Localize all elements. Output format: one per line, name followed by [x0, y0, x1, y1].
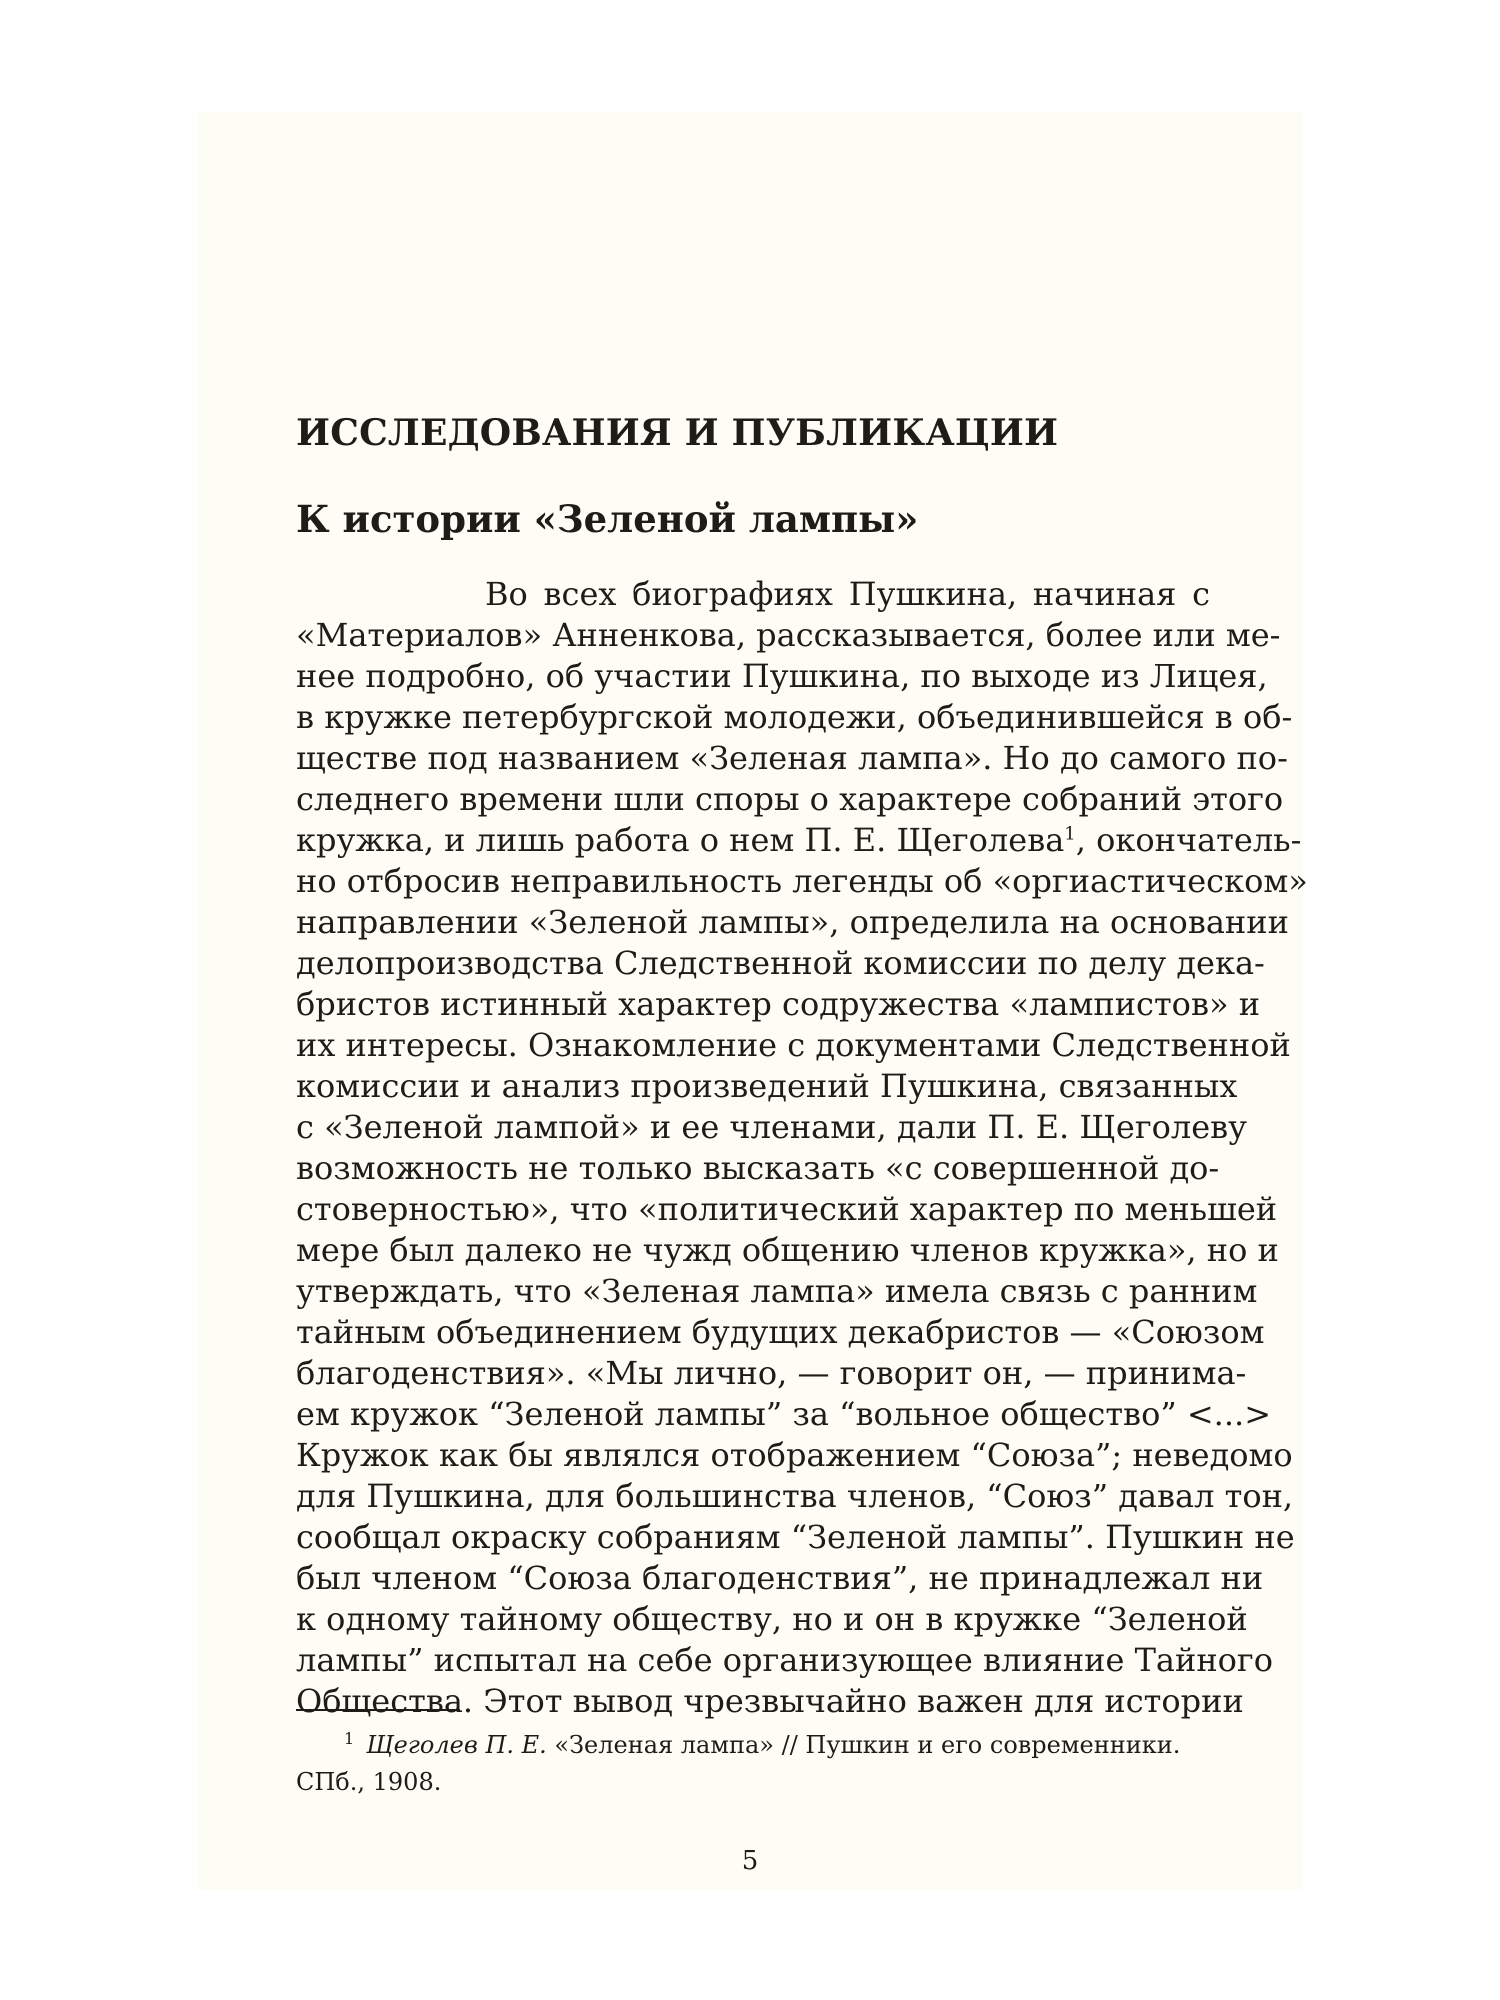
footnote-divider [296, 1709, 460, 1711]
text-line: нее подробно, об участии Пушкина, по выходе из Лицея, [296, 657, 1268, 695]
text-segment: , окончатель- [1075, 821, 1302, 859]
text-line: был членом “Союза благоденствия”, не принадлежал ни [296, 1559, 1264, 1597]
body-text [296, 574, 1308, 1722]
footnote-line [296, 1727, 1208, 1764]
text-line: ем кружок “Зеленой лампы” за “вольное общество” <...> [296, 1395, 1271, 1433]
text-line: сообщал окраску собраниям “Зеленой лампы”. Пушкин не [296, 1518, 1295, 1556]
text-line: комиссии и анализ произведений Пушкина, связанных [296, 1067, 1238, 1105]
footnote-number: 1 [344, 1729, 355, 1748]
section-heading: ИССЛЕДОВАНИЯ И ПУБЛИКАЦИИ [296, 412, 1059, 454]
text-line: утверждать, что «Зеленая лампа» имела связь с ранним [296, 1272, 1258, 1310]
text-line: Кружок как бы являлся отображением “Союза”; неведомо [296, 1436, 1293, 1474]
text-line: к одному тайному обществу, но и он в кружке “Зеленой [296, 1600, 1248, 1638]
text-line: мере был далеко не чужд общению членов кружка», но и [296, 1231, 1279, 1269]
text-line: бристов истинный характер содружества «лампистов» и [296, 985, 1261, 1023]
page-number: 5 [741, 1846, 759, 1876]
text-line: для Пушкина, для большинства членов, “Союз” давал тон, [296, 1477, 1294, 1515]
text-line: делопроизводства Следственной комиссии по делу дека- [296, 944, 1265, 982]
text-segment: кружка, и лишь работа о нем П. Е. Щеголева [296, 821, 1065, 859]
text-line: Во всех биографиях Пушкина, начиная с [485, 575, 1210, 613]
text-line: Общества. Этот вывод чрезвычайно важен для истории [296, 1682, 1244, 1720]
text-line: ществе под названием «Зеленая лампа». Но до самого по- [296, 739, 1288, 777]
text-line: возможность не только высказать «с совершенной до- [296, 1149, 1220, 1187]
footnote [296, 1727, 1208, 1801]
text-line: с «Зеленой лампой» и ее членами, дали П. Е. Щеголеву [296, 1108, 1247, 1146]
footnote-author: Щеголев П. Е. [366, 1731, 547, 1759]
article-title: К истории «Зеленой лампы» [296, 497, 919, 541]
text-line: тайным объединением будущих декабристов — «Союзом [296, 1313, 1265, 1351]
text-line: их интересы. Ознакомление с документами Следственной [296, 1026, 1291, 1064]
text-line: благоденствия». «Мы лично, — говорит он, — принима- [296, 1354, 1247, 1392]
footnote-reference[interactable]: 1 [1064, 823, 1076, 845]
footnote-text: «Зеленая лампа» // Пушкин и его современники. [546, 1731, 1181, 1759]
text-line: но отбросив неправильность легенды об «оргиастическом» [296, 862, 1308, 900]
footnote-line: СПб., 1908. [296, 1768, 442, 1796]
text-line: в кружке петербургской молодежи, объединившейся в об- [296, 698, 1293, 736]
text-line: стоверностью», что «политический характер по меньшей [296, 1190, 1278, 1228]
text-line: следнего времени шли споры о характере собраний этого [296, 780, 1284, 818]
text-line [296, 820, 1302, 861]
text-line: направлении «Зеленой лампы», определила на основании [296, 903, 1289, 941]
text-line: «Материалов» Анненкова, рассказывается, более или ме- [296, 616, 1281, 654]
text-line: лампы” испытал на себе организующее влияние Тайного [296, 1641, 1273, 1679]
